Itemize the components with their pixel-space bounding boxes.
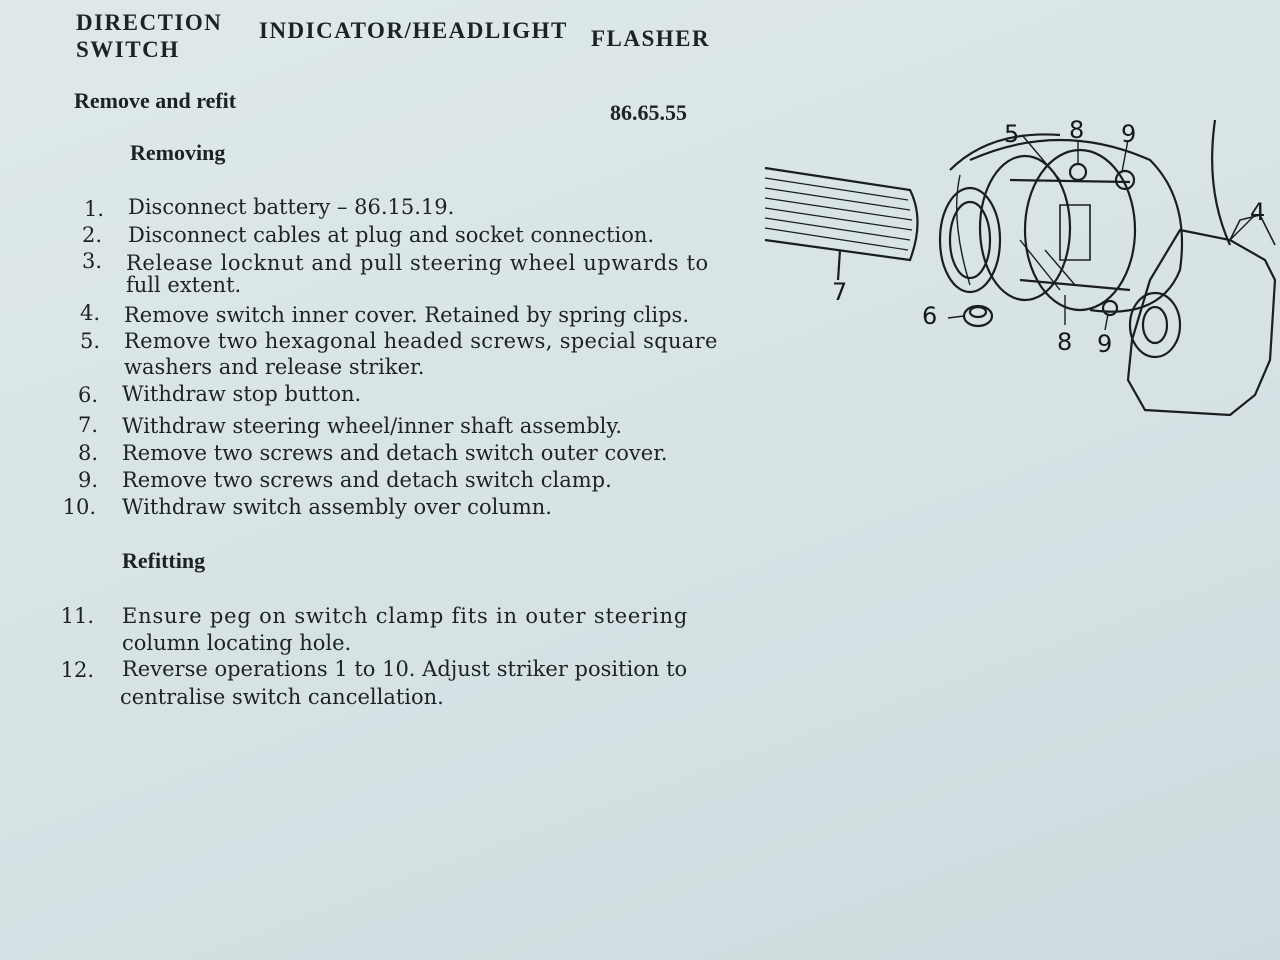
step-number: 11. <box>60 604 94 628</box>
callout-label: 9 <box>1097 330 1113 358</box>
step-text-cont: full extent. <box>126 273 242 297</box>
step-text: Remove two screws and detach switch clamp. <box>122 468 612 492</box>
step-number: 4. <box>79 301 100 325</box>
step-text: Disconnect battery – 86.15.19. <box>128 195 455 219</box>
step-number: 3. <box>81 249 102 273</box>
step-text-cont: washers and release striker. <box>124 355 425 379</box>
step-text: Remove two screws and detach switch outer cover. <box>122 441 668 465</box>
step-number: 10. <box>62 495 96 519</box>
step-text: Ensure peg on switch clamp fits in outer steering <box>122 604 689 628</box>
refitting-heading: Refitting <box>122 548 206 573</box>
subtitle: Remove and refit <box>74 88 237 113</box>
column-cover-drawing <box>1128 120 1275 415</box>
step-text: Release locknut and pull steering wheel upwards to <box>126 251 709 275</box>
step-number: 6. <box>77 383 98 407</box>
removing-heading: Removing <box>130 140 226 165</box>
step-text-cont: centralise switch cancellation. <box>120 685 444 709</box>
step-text: Withdraw switch assembly over column. <box>122 495 552 519</box>
stop-button-drawing <box>964 306 992 326</box>
step-number: 5. <box>79 329 100 353</box>
step-number: 7. <box>77 413 98 437</box>
callout-label: 8 <box>1069 116 1085 144</box>
title-word-2: INDICATOR/HEADLIGHT <box>259 18 568 43</box>
step-text: Remove switch inner cover. Retained by spring clips. <box>124 303 689 327</box>
step-number: 1. <box>83 197 104 221</box>
step-text: Remove two hexagonal headed screws, special square <box>124 329 718 353</box>
step-text: Reverse operations 1 to 10. Adjust striker position to <box>122 657 688 681</box>
callout-label: 4 <box>1250 198 1266 226</box>
callout-label: 9 <box>1121 120 1137 148</box>
callout-label: 6 <box>922 302 938 330</box>
step-text: Withdraw steering wheel/inner shaft assembly. <box>122 414 623 438</box>
step-text: Disconnect cables at plug and socket connection. <box>128 223 655 247</box>
step-number: 8. <box>77 441 98 465</box>
title-word-1: DIRECTION <box>76 10 223 35</box>
operation-code: 86.65.55 <box>610 100 687 125</box>
callout-label: 7 <box>832 278 848 306</box>
step-number: 9. <box>77 468 98 492</box>
step-text-cont: column locating hole. <box>122 631 352 655</box>
callout-label: 5 <box>1004 120 1020 148</box>
callout-label: 8 <box>1057 328 1073 356</box>
step-number: 2. <box>81 223 102 247</box>
steering-shaft-drawing <box>765 168 918 280</box>
switch-body-drawing <box>940 134 1182 315</box>
title-word-3: FLASHER <box>591 26 711 51</box>
step-text: Withdraw stop button. <box>122 382 362 406</box>
switch-exploded-diagram <box>760 110 1280 430</box>
leader-lines <box>948 135 1255 330</box>
title-word-4: SWITCH <box>76 37 180 62</box>
step-number: 12. <box>60 658 94 682</box>
